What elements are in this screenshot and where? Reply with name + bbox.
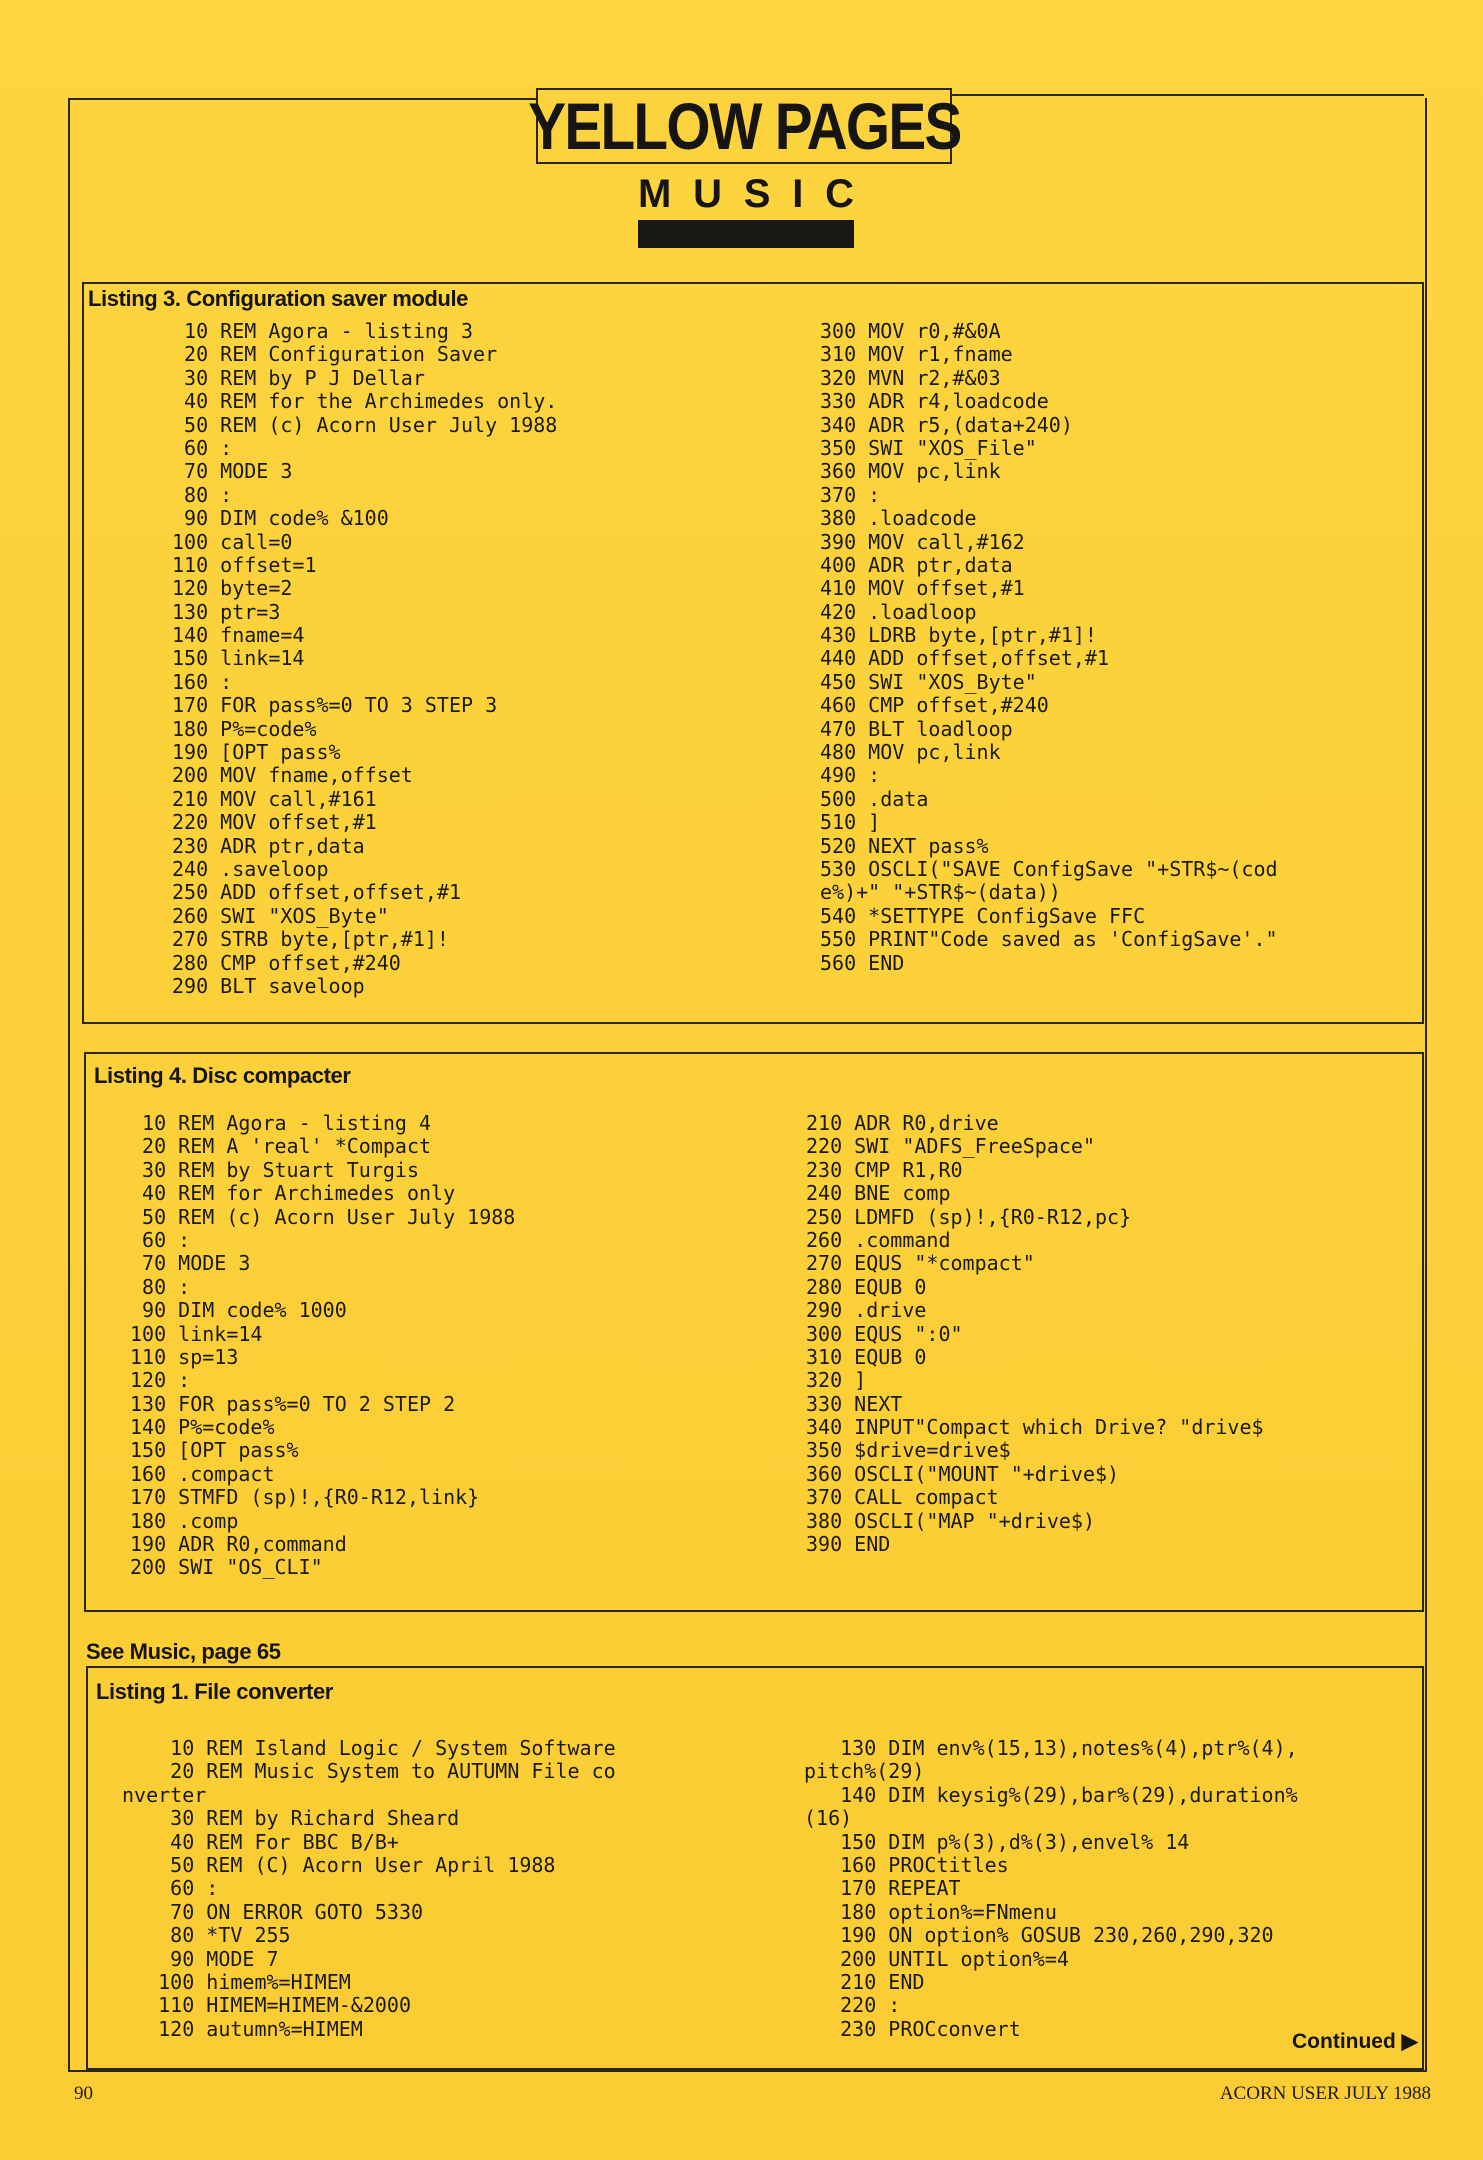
code-line: 90 DIM code% 1000 [130, 1298, 347, 1323]
code-line: 160 .compact [130, 1461, 275, 1486]
code-line: 30 REM by Richard Sheard [122, 1806, 460, 1831]
frame-top-rule-right [950, 94, 1424, 96]
code-line: 210 MOV call,#161 [172, 786, 377, 811]
code-line: 230 CMP R1,R0 [806, 1157, 963, 1182]
listing-3-title: Listing 3. Configuration saver module [88, 286, 469, 311]
code-line: 120 byte=2 [172, 576, 293, 601]
code-line: 180 option%=FNmenu [804, 1899, 1057, 1924]
code-line: 350 $drive=drive$ [806, 1438, 1011, 1463]
code-line: 170 STMFD (sp)!,{R0-R12,link} [130, 1485, 480, 1510]
masthead [527, 88, 961, 164]
code-line: 350 SWI "XOS_File" [820, 435, 1037, 460]
code-line: 310 MOV r1,fname [820, 342, 1013, 367]
code-line: 50 REM (c) Acorn User July 1988 [130, 1204, 516, 1229]
code-line: 490 : [820, 763, 881, 788]
code-line: 120 autumn%=HIMEM [122, 2016, 363, 2041]
code-line: (16) [804, 1806, 853, 1831]
code-line: 80 *TV 255 [122, 1923, 291, 1948]
listing-3-code-right [820, 320, 1278, 975]
code-line: 360 OSCLI("MOUNT "+drive$) [806, 1461, 1120, 1486]
code-line: 340 ADR r5,(data+240) [820, 412, 1073, 437]
code-line: 230 ADR ptr,data [172, 833, 365, 858]
code-line: 140 P%=code% [130, 1415, 275, 1440]
code-line: 50 REM (C) Acorn User April 1988 [122, 1852, 556, 1877]
code-line: 290 .drive [806, 1298, 927, 1323]
code-line: 200 UNTIL option%=4 [804, 1946, 1069, 1971]
code-line: 80 : [172, 482, 233, 507]
code-line: 60 : [172, 435, 233, 460]
code-line: 430 LDRB byte,[ptr,#1]! [820, 623, 1097, 648]
code-line: 200 SWI "OS_CLI" [130, 1555, 323, 1580]
code-line: 60 : [130, 1227, 191, 1252]
code-line: 210 END [804, 1969, 925, 1994]
code-line: 380 .loadcode [820, 506, 977, 531]
code-line: 300 EQUS ":0" [806, 1321, 963, 1346]
code-line: 170 FOR pass%=0 TO 3 STEP 3 [172, 693, 498, 718]
code-line: 200 MOV fname,offset [172, 763, 413, 788]
listing-3-code-left [172, 320, 557, 998]
code-line: 320 ] [806, 1368, 867, 1393]
code-line: 190 ADR R0,command [130, 1532, 347, 1557]
code-line: 320 MVN r2,#&03 [820, 365, 1001, 390]
code-line: nverter [122, 1782, 207, 1807]
code-line: 400 ADR ptr,data [820, 552, 1013, 577]
listing-1-code-right [804, 1737, 1298, 2041]
code-line: 330 NEXT [806, 1391, 903, 1416]
code-line: 90 DIM code% &100 [172, 506, 389, 531]
listing-4-code-right [806, 1112, 1264, 1556]
code-line: 340 INPUT"Compact which Drive? "drive$ [806, 1415, 1264, 1440]
code-line: 190 ON option% GOSUB 230,260,290,320 [804, 1923, 1274, 1948]
section-bar [638, 220, 854, 248]
code-line: 110 sp=13 [130, 1344, 239, 1369]
code-line: 260 .command [806, 1227, 951, 1252]
section-letter: C [825, 172, 854, 216]
code-line: 220 : [804, 1993, 901, 2018]
code-line: 40 REM for the Archimedes only. [172, 389, 558, 414]
code-line: 50 REM (c) Acorn User July 1988 [172, 412, 558, 437]
code-line: 240 BNE comp [806, 1181, 951, 1206]
code-line: 470 BLT loadloop [820, 716, 1013, 741]
code-line: 270 EQUS "*compact" [806, 1251, 1035, 1276]
code-line: 40 REM For BBC B/B+ [122, 1829, 399, 1854]
code-line: 420 .loadloop [820, 599, 977, 624]
code-line: 150 [OPT pass% [130, 1438, 299, 1463]
code-line: 160 PROCtitles [804, 1852, 1009, 1877]
continued-note: Continued ▶ [1292, 2030, 1418, 2053]
code-line: 70 ON ERROR GOTO 5330 [122, 1899, 424, 1924]
code-line: 330 ADR r4,loadcode [820, 389, 1049, 414]
code-line: 310 EQUB 0 [806, 1344, 927, 1369]
listing-1-code-left [122, 1737, 616, 2041]
code-line: 520 NEXT pass% [820, 833, 989, 858]
code-line: 140 DIM keysig%(29),bar%(29),duration% [804, 1782, 1298, 1807]
code-line: 300 MOV r0,#&0A [820, 319, 1001, 343]
section-letter: M [638, 172, 672, 216]
code-line: 220 MOV offset,#1 [172, 810, 377, 835]
code-line: 120 : [130, 1368, 191, 1393]
code-line: 210 ADR R0,drive [806, 1111, 999, 1135]
code-line: 80 : [130, 1274, 191, 1299]
code-line: 100 himem%=HIMEM [122, 1969, 351, 1994]
section-letter: U [693, 172, 722, 216]
listing-4-code-left [130, 1112, 515, 1580]
code-line: 140 fname=4 [172, 623, 305, 648]
code-line: 180 P%=code% [172, 716, 317, 741]
code-line: 560 END [820, 950, 905, 975]
see-music-note: See Music, page 65 [86, 1639, 281, 1664]
code-line: 450 SWI "XOS_Byte" [820, 669, 1037, 694]
code-line: 10 REM Agora - listing 3 [172, 319, 474, 343]
code-line: 130 DIM env%(15,13),notes%(4),ptr%(4), [804, 1736, 1298, 1760]
code-line: 180 .comp [130, 1508, 239, 1533]
code-line: 530 OSCLI("SAVE ConfigSave "+STR$~(cod [820, 856, 1278, 881]
code-line: 440 ADD offset,offset,#1 [820, 646, 1109, 671]
code-line: 20 REM A 'real' *Compact [130, 1134, 432, 1159]
code-line: 270 STRB byte,[ptr,#1]! [172, 927, 449, 952]
code-line: 230 PROCconvert [804, 2016, 1021, 2041]
code-line: 20 REM Music System to AUTUMN File co [122, 1759, 616, 1784]
code-line: 380 OSCLI("MAP "+drive$) [806, 1508, 1095, 1533]
code-line: 110 offset=1 [172, 552, 317, 577]
code-line: 130 ptr=3 [172, 599, 281, 624]
code-line: 360 MOV pc,link [820, 459, 1001, 484]
code-line: 250 LDMFD (sp)!,{R0-R12,pc} [806, 1204, 1132, 1229]
code-line: 10 REM Agora - listing 4 [130, 1111, 432, 1135]
code-line: 280 CMP offset,#240 [172, 950, 401, 975]
publication-footer: ACORN USER JULY 1988 [1219, 2083, 1431, 2104]
section-letter: I [792, 172, 804, 216]
code-line: 30 REM by Stuart Turgis [130, 1157, 419, 1182]
code-line: 130 FOR pass%=0 TO 2 STEP 2 [130, 1391, 456, 1416]
code-line: 370 : [820, 482, 881, 507]
code-line: 40 REM for Archimedes only [130, 1181, 456, 1206]
masthead-title: YELLOW PAGES [527, 89, 961, 163]
code-line: 110 HIMEM=HIMEM-&2000 [122, 1993, 411, 2018]
code-line: 390 MOV call,#162 [820, 529, 1025, 554]
code-line: e%)+" "+STR$~(data)) [820, 880, 1061, 905]
code-line: 70 MODE 3 [130, 1251, 251, 1276]
code-line: pitch%(29) [804, 1759, 925, 1784]
code-line: 60 : [122, 1876, 219, 1901]
code-line: 30 REM by P J Dellar [172, 365, 425, 390]
code-line: 550 PRINT"Code saved as 'ConfigSave'." [820, 927, 1278, 952]
code-line: 410 MOV offset,#1 [820, 576, 1025, 601]
section-label [638, 172, 854, 216]
code-line: 160 : [172, 669, 233, 694]
code-line: 240 .saveloop [172, 856, 329, 881]
code-line: 190 [OPT pass% [172, 740, 341, 765]
code-line: 480 MOV pc,link [820, 740, 1001, 765]
page-number: 90 [74, 2083, 93, 2104]
code-line: 70 MODE 3 [172, 459, 293, 484]
code-line: 220 SWI "ADFS_FreeSpace" [806, 1134, 1095, 1159]
code-line: 20 REM Configuration Saver [172, 342, 498, 367]
code-line: 500 .data [820, 786, 929, 811]
code-line: 390 END [806, 1532, 891, 1557]
listing-4-title: Listing 4. Disc compacter [94, 1063, 351, 1088]
code-line: 510 ] [820, 810, 881, 835]
code-line: 260 SWI "XOS_Byte" [172, 903, 389, 928]
code-line: 150 DIM p%(3),d%(3),envel% 14 [804, 1829, 1190, 1854]
code-line: 100 call=0 [172, 529, 293, 554]
code-line: 100 link=14 [130, 1321, 263, 1346]
code-line: 280 EQUB 0 [806, 1274, 927, 1299]
code-line: 460 CMP offset,#240 [820, 693, 1049, 718]
code-line: 540 *SETTYPE ConfigSave FFC [820, 903, 1146, 928]
code-line: 10 REM Island Logic / System Software [122, 1736, 616, 1760]
code-line: 370 CALL compact [806, 1485, 999, 1510]
section-letter: S [743, 172, 771, 216]
code-line: 290 BLT saveloop [172, 973, 365, 998]
listing-1-title: Listing 1. File converter [96, 1679, 333, 1704]
code-line: 250 ADD offset,offset,#1 [172, 880, 461, 905]
code-line: 150 link=14 [172, 646, 305, 671]
code-line: 90 MODE 7 [122, 1946, 279, 1971]
code-line: 170 REPEAT [804, 1876, 961, 1901]
